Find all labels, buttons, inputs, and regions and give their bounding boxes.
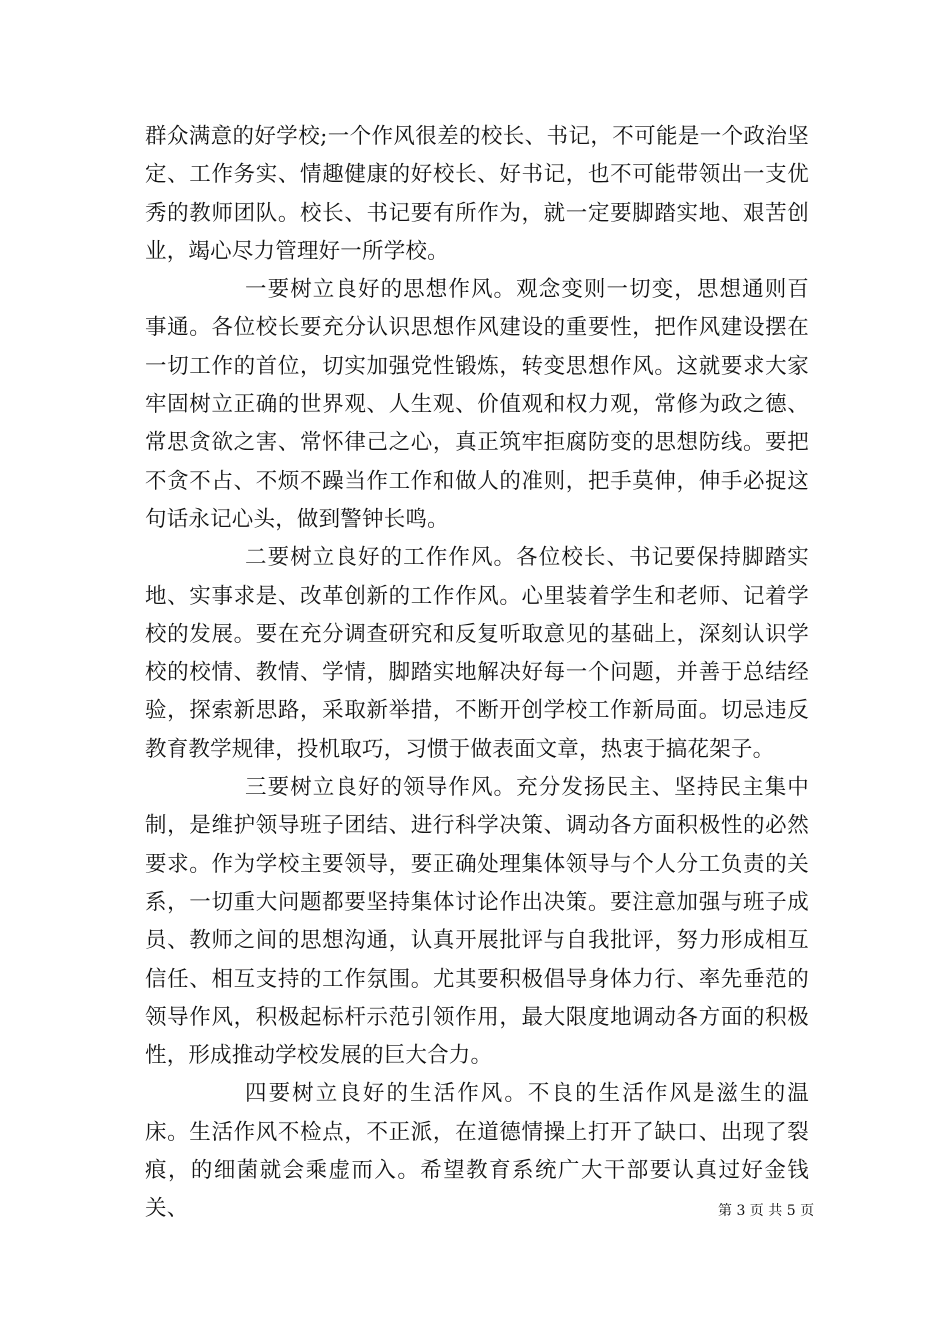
paragraph-4: 三要树立良好的领导作风。充分发扬民主、坚持民主集中制，是维护领导班子团结、进行科学决策、调动各方面积极性的必然要求。作为学校主要领导，要正确处理集体领导与个人分工负责的关系，一切重大问题都要坚持集体讨论作出决策。要注意加强与班子成员、教师之间的思想沟通，认真开展批评与自我批评，努力形成相互信任、相互支持的工作氛围。尤其要积极倡导身体力行、率先垂范的领导作风，积极起标杆示范引领作用，最大限度地调动各方面的积极性，形成推动学校发展的巨大合力。 [145, 775, 809, 1069]
paragraph-5: 四要树立良好的生活作风。不良的生活作风是滋生的温床。生活作风不检点，不正派，在道德情操上打开了缺口、出现了裂痕，的细菌就会乘虚而入。希望教育系统广大干部要认真过好金钱关、 [145, 1081, 809, 1222]
page-number-footer: 第 3 页 共 5 页 [718, 1203, 815, 1219]
paragraph-1: 群众满意的好学校;一个作风很差的校长、书记，不可能是一个政治坚定、工作务实、情趣健康的好校长、好书记，也不可能带领出一支优秀的教师团队。校长、书记要有所作为，就一定要脚踏实地、艰苦创业，竭心尽力管理好一所学校。 [145, 124, 809, 264]
paragraph-3: 二要树立良好的工作作风。各位校长、书记要保持脚踏实地、实事求是、改革创新的工作作风。心里装着学生和老师、记着学校的发展。要在充分调查研究和反复听取意见的基础上，深刻认识学校的校情、教情、学情，脚踏实地解决好每一个问题，并善于总结经验，探索新思路，采取新举措，不断开创学校工作新局面。切忌违反教育教学规律，投机取巧，习惯于做表面文章，热衷于搞花架子。 [145, 545, 809, 762]
body-text [145, 118, 809, 1229]
paragraph-2: 一要树立良好的思想作风。观念变则一切变，思想通则百事通。各位校长要充分认识思想作风建设的重要性，把作风建设摆在一切工作的首位，切实加强党性锻炼，转变思想作风。这就要求大家牢固树立正确的世界观、人生观、价值观和权力观，常修为政之德、常思贪欲之害、常怀律己之心，真正筑牢拒腐防变的思想防线。要把不贪不占、不烦不躁当作工作和做人的准则，把手莫伸，伸手必捉这句话永记心头，做到警钟长鸣。 [145, 277, 809, 532]
